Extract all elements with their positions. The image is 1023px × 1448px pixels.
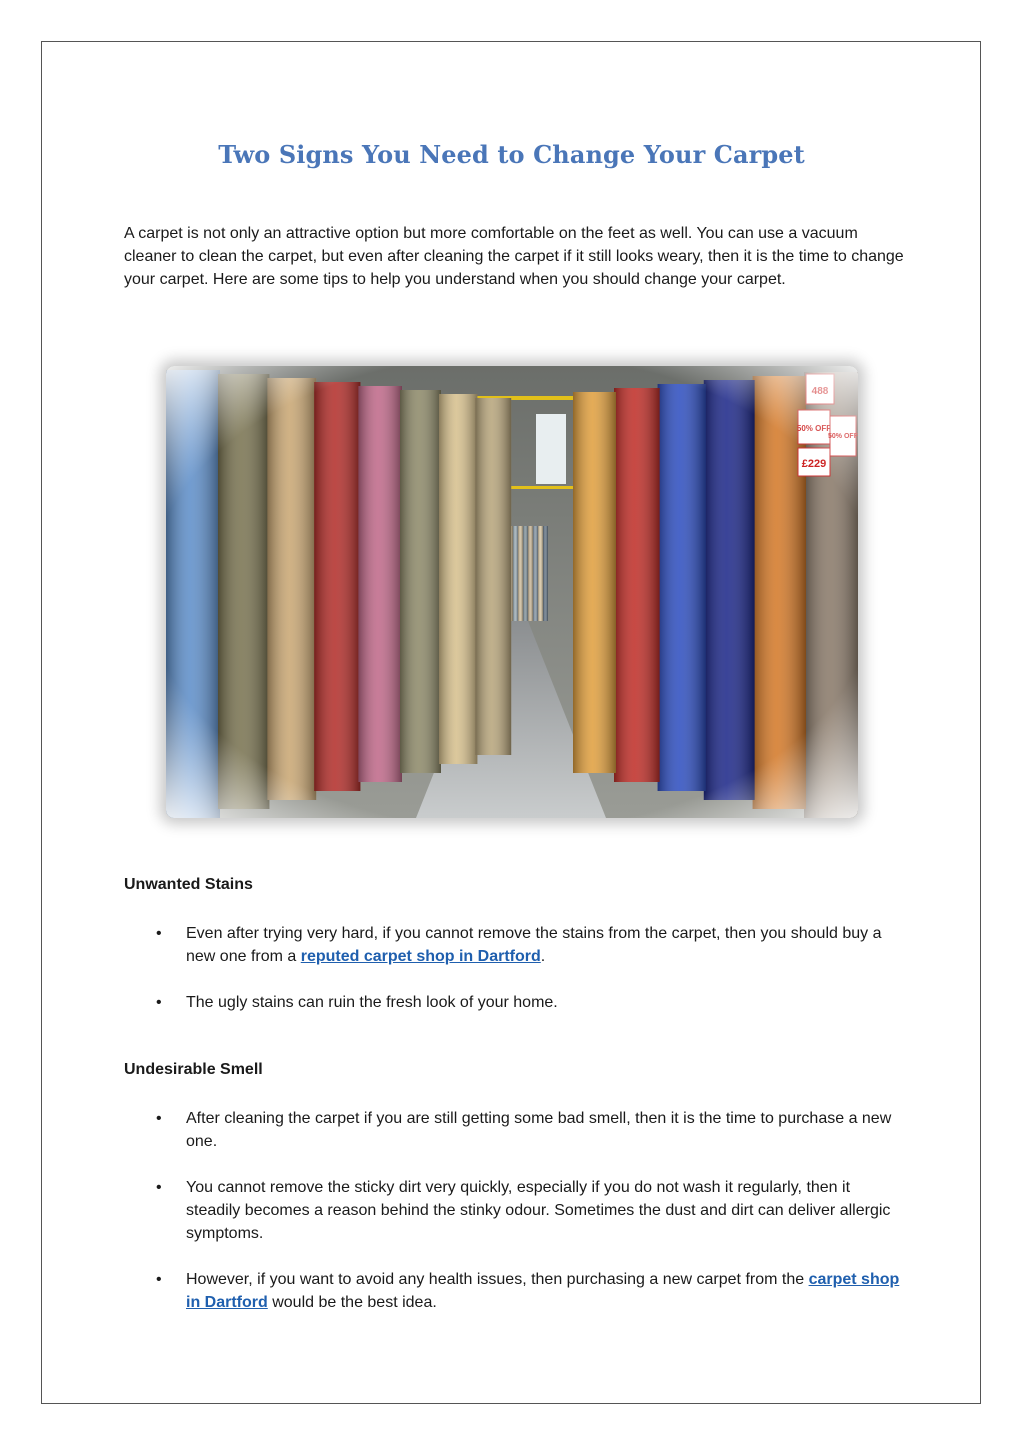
bullet-list [124,1107,904,1337]
list-item [124,991,904,1014]
list-item [124,1176,904,1245]
section-heading: Undesirable Smell [124,1061,263,1078]
list-item-text: The ugly stains can ruin the fresh look of your home. [186,994,558,1011]
carpet-shop-link[interactable]: carpet shop in Dartford [186,1271,900,1311]
list-item [124,1268,904,1314]
list-item-text: would be the best idea. [267,1294,437,1311]
list-item-text: After cleaning the carpet if you are still getting some bad smell, then it is the time to purchase a new one. [186,1110,892,1150]
list-item-text: . [540,948,546,965]
carpet-store-photo [166,366,858,818]
section-heading: Unwanted Stains [124,876,253,893]
bullet-list [124,922,904,1037]
document-title: Two Signs You Need to Change Your Carpet [218,140,805,169]
list-item [124,1107,904,1153]
intro-paragraph: A carpet is not only an attractive option but more comfortable on the feet as well. You can use a vacuum cleaner to clean the carpet, but even after cleaning the carpet if it still looks weary, then it is the time to change your carpet. Here are some tips to help you understand when you should change your carpet. [124,225,904,288]
list-item-text: Even after trying very hard, if you cannot remove the stains from the carpet, then you should buy a new one from a [186,925,882,965]
list-item-text: You cannot remove the sticky dirt very quickly, especially if you do not wash it regularly, then it steadily becomes a reason behind the stinky odour. Sometimes the dust and dirt can deliver allergic symptoms. [186,1179,891,1242]
list-item [124,922,904,968]
list-item-text: However, if you want to avoid any health issues, then purchasing a new carpet from the [186,1271,809,1288]
carpet-shop-link[interactable]: reputed carpet shop in Dartford [300,948,541,965]
carpet-aisle-image [166,366,858,818]
